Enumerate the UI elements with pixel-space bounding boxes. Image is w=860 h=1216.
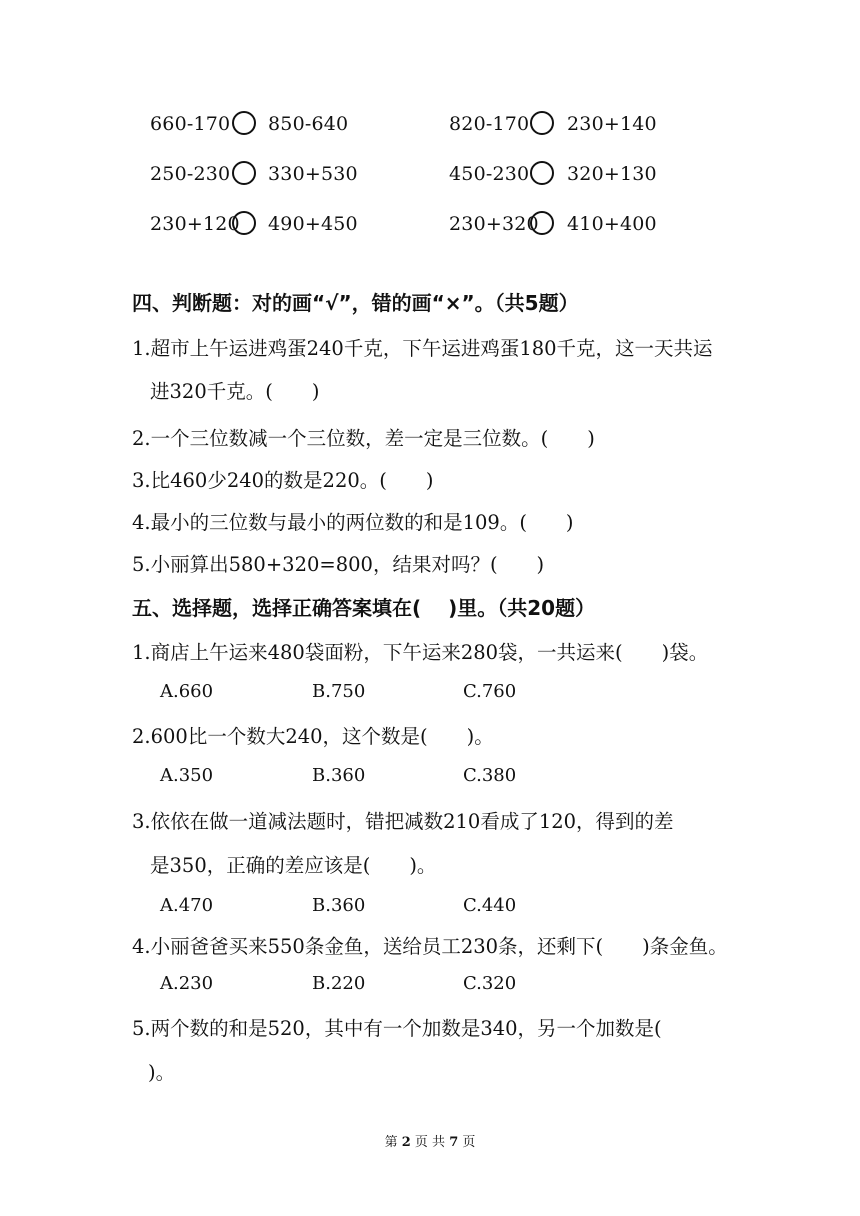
comparison-circle[interactable] (530, 161, 554, 185)
current-page-number: 2 (401, 1135, 411, 1150)
question-text: 2.一个三位数减一个三位数，差一定是三位数。( ) (132, 427, 595, 450)
question-text: 3.比460少240的数是220。( ) (132, 469, 434, 492)
question-text: 2.600比一个数大240，这个数是( )。 (132, 725, 494, 748)
comparison-right: 490+450 (268, 213, 358, 235)
comparison-left: 450-230 (449, 163, 530, 185)
option-c[interactable]: C.380 (463, 765, 517, 786)
question-text: 5.两个数的和是520，其中有一个加数是340，另一个加数是( (132, 1017, 662, 1040)
option-a[interactable]: A.660 (160, 681, 214, 702)
option-c[interactable]: C.320 (463, 973, 517, 994)
section-title: 四、判断题：对的画“√”，错的画“×”。（共5题） (132, 291, 579, 315)
section-title: 五、选择题，选择正确答案填在( )里。（共20题） (132, 596, 596, 620)
option-b[interactable]: B.220 (312, 973, 366, 994)
comparison-left: 230+120 (150, 213, 240, 235)
option-a[interactable]: A.470 (160, 895, 214, 916)
comparison-right: 230+140 (567, 113, 657, 135)
question-text: 3.依依在做一道减法题时，错把减数210看成了120，得到的差 (132, 810, 674, 833)
question-text: 4.最小的三位数与最小的两位数的和是109。( ) (132, 511, 574, 534)
question-text-continued: 是350，正确的差应该是( )。 (150, 854, 437, 877)
comparison-left: 250-230 (150, 163, 231, 185)
comparison-right: 330+530 (268, 163, 358, 185)
comparison-circle[interactable] (530, 111, 554, 135)
option-a[interactable]: A.230 (160, 973, 214, 994)
comparison-circle[interactable] (232, 111, 256, 135)
option-b[interactable]: B.360 (312, 895, 366, 916)
option-b[interactable]: B.750 (312, 681, 366, 702)
comparison-left: 820-170 (449, 113, 530, 135)
comparison-left: 230+320 (449, 213, 539, 235)
page-footer (0, 1131, 860, 1150)
option-c[interactable]: C.760 (463, 681, 517, 702)
comparison-circle[interactable] (530, 211, 554, 235)
option-a[interactable]: A.350 (160, 765, 214, 786)
total-page-number: 7 (449, 1135, 459, 1150)
question-text: 1.超市上午运进鸡蛋240千克，下午运进鸡蛋180千克，这一天共运 (132, 337, 713, 360)
option-c[interactable]: C.440 (463, 895, 517, 916)
question-text: 5.小丽算出580+320=800，结果对吗？( ) (132, 553, 545, 576)
question-text-continued: )。 (148, 1061, 176, 1084)
comparison-right: 410+400 (567, 213, 657, 235)
option-b[interactable]: B.360 (312, 765, 366, 786)
question-text: 1.商店上午运来480袋面粉，下午运来280袋，一共运来( )袋。 (132, 641, 709, 664)
comparison-left: 660-170 (150, 113, 231, 135)
comparison-circle[interactable] (232, 161, 256, 185)
comparison-circle[interactable] (232, 211, 256, 235)
footer-prefix: 第 (384, 1135, 402, 1150)
question-text-continued: 进320千克。( ) (150, 380, 320, 403)
footer-suffix: 页 (458, 1135, 476, 1150)
question-text: 4.小丽爸爸买来550条金鱼，送给员工230条，还剩下( )条金鱼。 (132, 935, 728, 958)
footer-middle: 页 共 (410, 1135, 450, 1150)
comparison-right: 850-640 (268, 113, 349, 135)
comparison-right: 320+130 (567, 163, 657, 185)
